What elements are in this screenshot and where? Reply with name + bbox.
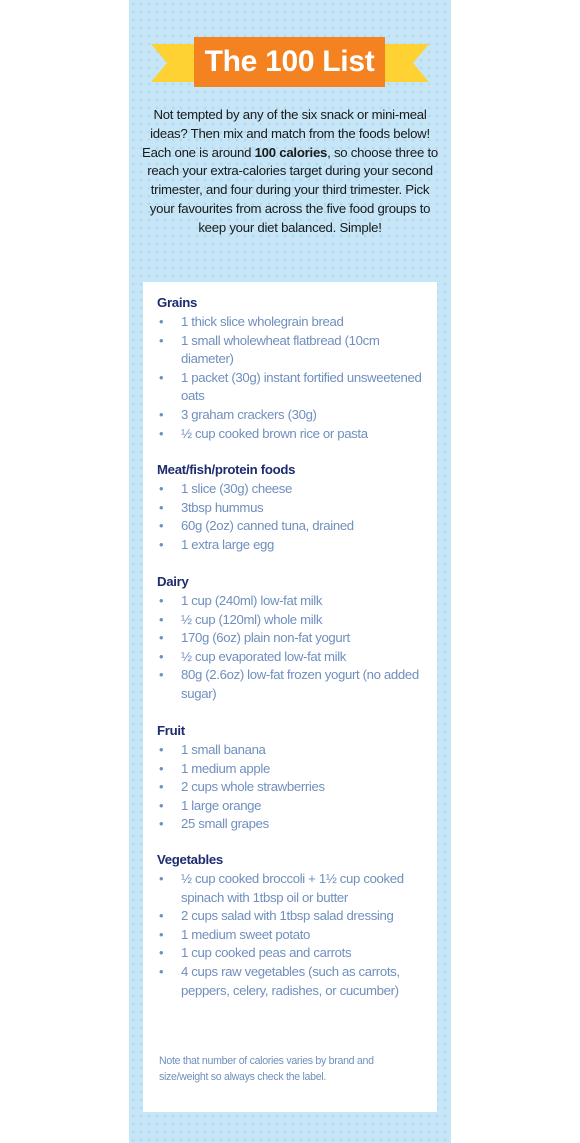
bullet-icon: • (159, 648, 164, 664)
bullet-icon: • (159, 499, 164, 515)
list-item (157, 870, 427, 907)
item-list (157, 741, 427, 834)
bullet-icon: • (159, 406, 164, 422)
list-item-text: 2 cups whole strawberries (181, 779, 325, 795)
list-item (157, 648, 427, 667)
list-item (157, 797, 427, 816)
list-item-text: 80g (2.6oz) low-fat frozen yogurt (no added sugar) (181, 667, 419, 701)
bullet-icon: • (159, 760, 164, 776)
list-item (157, 592, 427, 611)
list-item (157, 425, 427, 444)
list-item (157, 517, 427, 536)
intro-text (137, 106, 443, 238)
section-vegetables (157, 851, 427, 1000)
section-dairy (157, 573, 427, 704)
list-item-text: 1 packet (30g) instant fortified unsweetened oats (181, 369, 422, 404)
list-item-text: 1 large orange (181, 797, 262, 813)
bullet-icon: • (159, 908, 164, 924)
list-item (157, 332, 427, 369)
list-item-text: 3 graham crackers (30g) (181, 406, 317, 422)
item-list (157, 870, 427, 1000)
bullet-icon: • (159, 518, 164, 534)
bullet-icon: • (159, 742, 164, 757)
list-item-text: 1 slice (30g) cheese (181, 481, 293, 496)
bullet-icon: • (159, 667, 164, 683)
list-item-text: 2 cups salad with 1tbsp salad dressing (181, 908, 394, 924)
list-item-text: ½ cup evaporated low-fat milk (181, 648, 347, 664)
bullet-icon: • (159, 963, 164, 979)
list-item (157, 406, 427, 425)
list-item-text: 1 cup cooked peas and carrots (181, 945, 352, 961)
list-item-text: 25 small grapes (181, 816, 269, 832)
bullet-icon: • (159, 611, 164, 627)
bullet-icon: • (159, 332, 164, 348)
list-item (157, 536, 427, 555)
bullet-icon: • (159, 630, 164, 646)
list-item-text: 1 small wholewheat flatbread (10cm diameter) (181, 332, 380, 367)
list-item (157, 778, 427, 797)
list-item (157, 499, 427, 518)
list-item-text: 1 extra large egg (181, 536, 275, 552)
list-item-text: 60g (2oz) canned tuna, drained (181, 518, 354, 534)
section-title: Vegetables (157, 852, 223, 867)
list-item-text: 170g (6oz) plain non-fat yogurt (181, 630, 350, 646)
list-item (157, 611, 427, 630)
list-item (157, 963, 427, 1000)
bullet-icon: • (159, 536, 164, 552)
bullet-icon: • (159, 797, 164, 813)
list-item-text: 3tbsp hummus (181, 499, 264, 515)
intro-text-part2: , so choose three to reach your extra-calories target during your second trimester, and four during your third trimester. Pick your favourites from across the five food groups to keep your diet balanced. Simple! (147, 144, 438, 235)
list-item (157, 480, 427, 499)
list-item (157, 944, 427, 963)
list-item-text: 4 cups raw vegetables (such as carrots, peppers, celery, radishes, or cucumber) (181, 963, 400, 998)
section-title: Dairy (157, 574, 189, 589)
bullet-icon: • (159, 779, 164, 795)
item-list (157, 592, 427, 704)
bullet-icon: • (159, 593, 164, 608)
list-item (157, 815, 427, 834)
section-title: Grains (157, 295, 197, 310)
list-item (157, 907, 427, 926)
bullet-icon: • (159, 816, 164, 832)
list-item-text: ½ cup cooked broccoli + 1½ cup cooked spinach with 1tbsp oil or butter (181, 871, 404, 905)
section-title: Fruit (157, 723, 185, 738)
info-panel (129, 0, 451, 1143)
section-fruit (157, 722, 427, 834)
list-item-text: 1 thick slice wholegrain bread (181, 314, 344, 329)
list-item (157, 369, 427, 406)
bullet-icon: • (159, 871, 164, 886)
section-grains (157, 294, 427, 443)
item-list (157, 480, 427, 554)
list-item (157, 760, 427, 779)
list-item (157, 629, 427, 648)
list-item (157, 926, 427, 945)
list-item-text: ½ cup cooked brown rice or pasta (181, 425, 368, 441)
list-item-text: 1 small banana (181, 742, 266, 757)
bullet-icon: • (159, 945, 164, 961)
bullet-icon: • (159, 369, 164, 385)
title-banner (151, 34, 429, 92)
bullet-icon: • (159, 926, 164, 942)
list-item-text: ½ cup (120ml) whole milk (181, 611, 323, 627)
intro-text-bold: 100 calories (254, 144, 328, 160)
section-title: Meat/fish/protein foods (157, 462, 296, 477)
list-item (157, 313, 427, 332)
bullet-icon: • (159, 425, 164, 441)
list-item-text: 1 cup (240ml) low-fat milk (181, 593, 323, 608)
page-title: The 100 List (204, 45, 375, 78)
bullet-icon: • (159, 314, 164, 329)
section-protein (157, 461, 427, 554)
item-list (157, 313, 427, 443)
bullet-icon: • (159, 481, 164, 496)
list-item-text: 1 medium apple (181, 760, 270, 776)
list-item (157, 741, 427, 760)
list-item-text: 1 medium sweet potato (181, 926, 310, 942)
list-item (157, 666, 427, 703)
footnote: Note that number of calories varies by brand and size/weight so always check the label. (159, 1055, 374, 1083)
food-list-card (143, 282, 437, 1112)
intro-text-part1: Not tempted by any of the six snack or mini-meal ideas? Then mix and match from the foods below! Each one is around (142, 107, 430, 160)
